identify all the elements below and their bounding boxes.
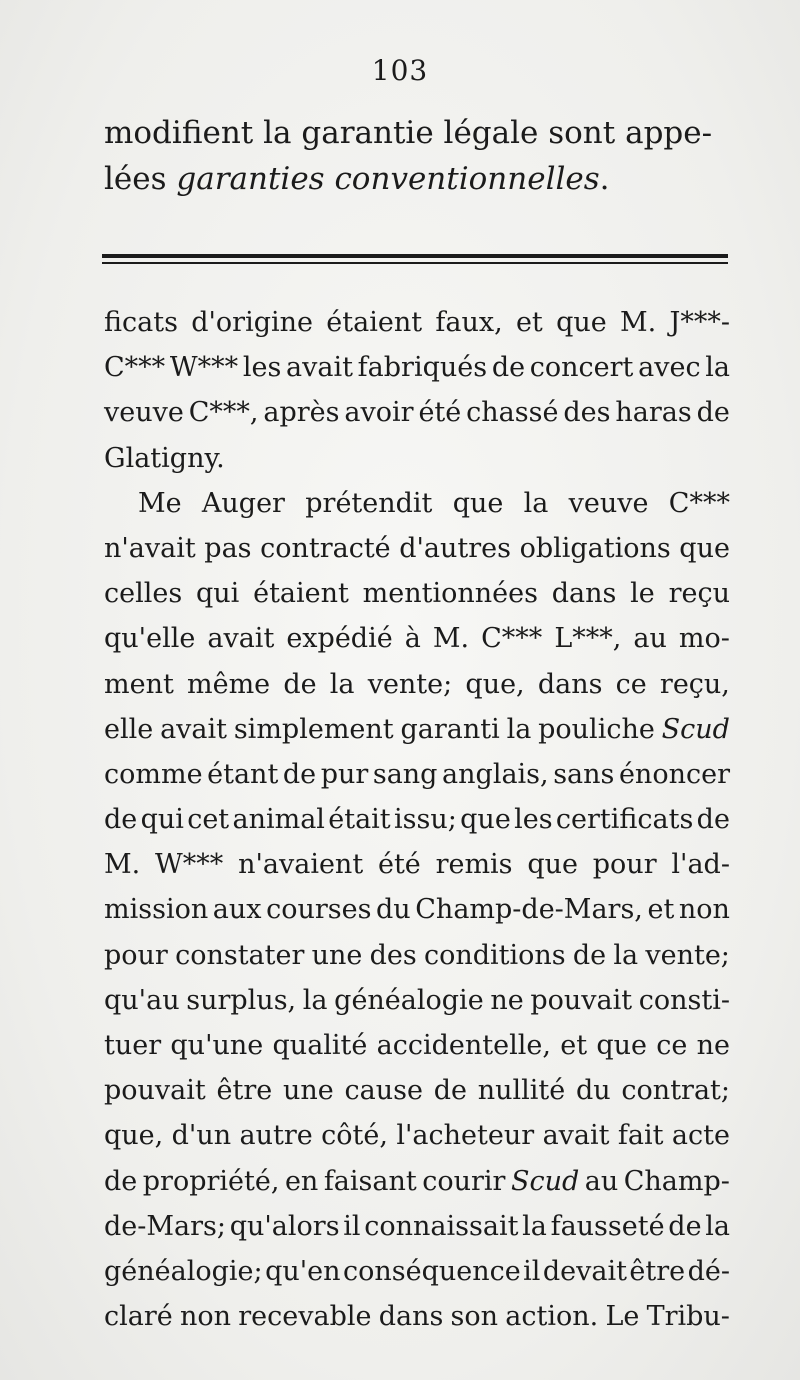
text-line: M. W*** n'avaient été remis que pour l'ad-	[104, 849, 730, 881]
text-fragment: lées	[104, 161, 177, 197]
text-line: de qui cet animal était issu; que les certificats de	[104, 804, 730, 836]
page-number: 103	[371, 54, 429, 87]
text-line: n'avait pas contracté d'autres obligations que	[104, 532, 730, 564]
text-line: mission aux courses du Champ-de-Mars, et non	[104, 894, 730, 926]
text-line: elle avait simplement garanti la pouliche Scud	[104, 713, 730, 745]
text-line: qu'au surplus, la généalogie ne pouvait consti-	[104, 984, 730, 1016]
text-line: Glatigny.	[104, 442, 225, 474]
text-line: de propriété, en faisant courir Scud au Champ-	[104, 1165, 730, 1197]
text-fragment: .	[599, 161, 610, 197]
text-line	[104, 110, 730, 156]
text-line: ment même de la vente; que, dans ce reçu,	[104, 668, 730, 700]
text-line: généalogie; qu'en conséquence il devait être dé-	[104, 1255, 730, 1287]
text-line: comme étant de pur sang anglais, sans énoncer	[104, 758, 730, 790]
text-line: qu'elle avait expédié à M. C*** L***, au mo-	[104, 623, 730, 655]
text-line: pouvait être une cause de nullité du contrat;	[104, 1075, 730, 1107]
continued-paragraph	[104, 110, 730, 202]
text-line: ficats d'origine étaient faux, et que M. J***-	[104, 307, 730, 338]
text-line	[104, 156, 730, 202]
text-line: celles qui étaient mentionnées dans le reçu	[104, 578, 730, 610]
text-line: pour constater une des conditions de la vente;	[104, 939, 730, 971]
text-line: claré non recevable dans son action. Le Tribu-	[104, 1301, 730, 1333]
text-line: veuve C***, après avoir été chassé des haras de	[104, 397, 730, 429]
main-paragraphs	[104, 300, 730, 1339]
section-divider	[102, 254, 728, 258]
text-line-content: modifient la garantie légale sont appe-	[104, 115, 713, 151]
italic-term: garanties conventionnelles	[176, 161, 600, 197]
text-line: tuer qu'une qualité accidentelle, et que ce ne	[104, 1030, 730, 1061]
text-line: Me Auger prétendit que la veuve C***	[138, 487, 730, 519]
text-line: de-Mars; qu'alors il connaissait la fausseté de la	[104, 1210, 730, 1242]
text-line: que, d'un autre côté, l'acheteur avait fait acte	[104, 1120, 730, 1152]
section-divider-thin	[102, 262, 728, 264]
text-line: C*** W*** les avait fabriqués de concert avec la	[104, 352, 730, 384]
